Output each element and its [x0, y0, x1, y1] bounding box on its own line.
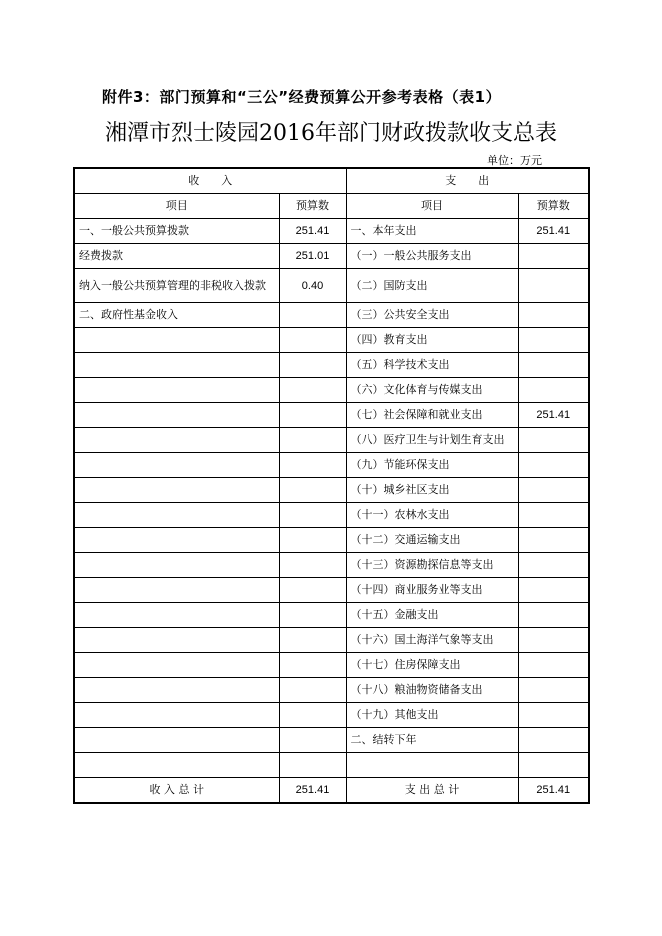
expense-item-cell: （六）文化体育与传媒支出 — [346, 378, 518, 403]
expense-item-cell: （十六）国土海洋气象等支出 — [346, 628, 518, 653]
income-item-cell — [74, 403, 279, 428]
expense-budget-cell — [518, 303, 589, 328]
expense-item-cell: （十一）农林水支出 — [346, 503, 518, 528]
expense-budget-cell — [518, 628, 589, 653]
expense-item-cell: （十三）资源勘探信息等支出 — [346, 553, 518, 578]
expense-item-cell: （十四）商业服务业等支出 — [346, 578, 518, 603]
income-budget-cell — [279, 428, 346, 453]
expense-budget-header: 预算数 — [518, 194, 589, 219]
expense-item-cell: （十）城乡社区支出 — [346, 478, 518, 503]
expense-budget-cell — [518, 503, 589, 528]
income-budget-cell: 0.40 — [279, 269, 346, 303]
table-row — [74, 353, 589, 378]
income-budget-cell — [279, 628, 346, 653]
income-item-cell — [74, 553, 279, 578]
expense-budget-cell — [518, 753, 589, 778]
expense-total-value: 251.41 — [518, 778, 589, 804]
expense-item-cell: （十八）粮油物资储备支出 — [346, 678, 518, 703]
expense-item-cell: （十九）其他支出 — [346, 703, 518, 728]
income-item-header: 项目 — [74, 194, 279, 219]
expense-budget-cell — [518, 728, 589, 753]
expense-budget-cell: 251.41 — [518, 403, 589, 428]
expense-budget-cell — [518, 453, 589, 478]
expense-item-cell: （十五）金融支出 — [346, 603, 518, 628]
income-budget-cell — [279, 453, 346, 478]
income-item-cell — [74, 703, 279, 728]
table-row — [74, 753, 589, 778]
table-row — [74, 653, 589, 678]
income-total-value: 251.41 — [279, 778, 346, 804]
table-row — [74, 303, 589, 328]
income-item-cell — [74, 353, 279, 378]
income-section-header: 收 入 — [74, 168, 346, 194]
table-row — [74, 219, 589, 244]
table-row — [74, 553, 589, 578]
expense-item-cell: （四）教育支出 — [346, 328, 518, 353]
income-item-cell: 一、一般公共预算拨款 — [74, 219, 279, 244]
table-row — [74, 503, 589, 528]
expense-item-cell: （七）社会保障和就业支出 — [346, 403, 518, 428]
attachment-title: 附件3：部门预算和“三公”经费预算公开参考表格（表1） — [102, 88, 502, 106]
table-row — [74, 244, 589, 269]
budget-table-body — [74, 168, 589, 803]
income-budget-header: 预算数 — [279, 194, 346, 219]
table-row — [74, 603, 589, 628]
expense-total-label: 支 出 总 计 — [346, 778, 518, 804]
income-item-cell — [74, 603, 279, 628]
income-item-cell — [74, 528, 279, 553]
expense-budget-cell — [518, 428, 589, 453]
income-budget-cell — [279, 378, 346, 403]
income-item-cell: 纳入一般公共预算管理的非税收入拨款 — [74, 269, 279, 303]
income-item-cell — [74, 328, 279, 353]
income-item-cell — [74, 753, 279, 778]
income-item-cell — [74, 453, 279, 478]
expense-budget-cell — [518, 269, 589, 303]
income-budget-cell — [279, 503, 346, 528]
expense-budget-cell — [518, 578, 589, 603]
table-row — [74, 578, 589, 603]
table-row — [74, 478, 589, 503]
income-budget-cell — [279, 678, 346, 703]
income-budget-cell — [279, 728, 346, 753]
expense-budget-cell: 251.41 — [518, 219, 589, 244]
expense-budget-cell — [518, 678, 589, 703]
expense-item-cell: （五）科学技术支出 — [346, 353, 518, 378]
income-item-cell: 经费拨款 — [74, 244, 279, 269]
expense-item-cell: 二、结转下年 — [346, 728, 518, 753]
expense-item-cell: （九）节能环保支出 — [346, 453, 518, 478]
income-budget-cell — [279, 653, 346, 678]
expense-budget-cell — [518, 378, 589, 403]
income-budget-cell — [279, 528, 346, 553]
budget-table — [73, 167, 590, 804]
expense-item-cell: （十七）住房保障支出 — [346, 653, 518, 678]
expense-budget-cell — [518, 328, 589, 353]
expense-item-header: 项目 — [346, 194, 518, 219]
expense-item-cell: （十二）交通运输支出 — [346, 528, 518, 553]
expense-budget-cell — [518, 353, 589, 378]
income-item-cell: 二、政府性基金收入 — [74, 303, 279, 328]
income-item-cell — [74, 428, 279, 453]
table-row — [74, 403, 589, 428]
table-row — [74, 678, 589, 703]
unit-label: 单位：万元 — [487, 154, 542, 167]
table-row — [74, 428, 589, 453]
expense-item-cell: （八）医疗卫生与计划生育支出 — [346, 428, 518, 453]
expense-item-cell: （二）国防支出 — [346, 269, 518, 303]
expense-budget-cell — [518, 478, 589, 503]
income-item-cell — [74, 578, 279, 603]
income-budget-cell — [279, 403, 346, 428]
income-budget-cell — [279, 703, 346, 728]
expense-budget-cell — [518, 244, 589, 269]
table-row — [74, 703, 589, 728]
expense-item-cell: （三）公共安全支出 — [346, 303, 518, 328]
expense-budget-cell — [518, 603, 589, 628]
page-title: 湘潭市烈士陵园2016年部门财政拨款收支总表 — [105, 121, 557, 146]
income-budget-cell — [279, 553, 346, 578]
income-item-cell — [74, 503, 279, 528]
income-budget-cell — [279, 578, 346, 603]
income-item-cell — [74, 653, 279, 678]
expense-item-cell — [346, 753, 518, 778]
income-budget-cell: 251.01 — [279, 244, 346, 269]
income-item-cell — [74, 728, 279, 753]
income-item-cell — [74, 378, 279, 403]
section-header-row — [74, 168, 589, 194]
income-budget-cell — [279, 753, 346, 778]
income-total-label: 收 入 总 计 — [74, 778, 279, 804]
income-item-cell — [74, 478, 279, 503]
table-row — [74, 453, 589, 478]
table-row — [74, 628, 589, 653]
expense-budget-cell — [518, 653, 589, 678]
income-budget-cell — [279, 353, 346, 378]
table-row — [74, 378, 589, 403]
income-budget-cell — [279, 603, 346, 628]
table-row — [74, 269, 589, 303]
income-budget-cell — [279, 478, 346, 503]
expense-budget-cell — [518, 553, 589, 578]
expense-item-cell: （一）一般公共服务支出 — [346, 244, 518, 269]
totals-row — [74, 778, 589, 804]
expense-section-header: 支 出 — [346, 168, 589, 194]
income-budget-cell — [279, 303, 346, 328]
income-budget-cell — [279, 328, 346, 353]
income-item-cell — [74, 678, 279, 703]
table-row — [74, 728, 589, 753]
expense-item-cell: 一、本年支出 — [346, 219, 518, 244]
income-budget-cell: 251.41 — [279, 219, 346, 244]
expense-budget-cell — [518, 703, 589, 728]
table-row — [74, 528, 589, 553]
table-row — [74, 328, 589, 353]
column-header-row — [74, 194, 589, 219]
income-item-cell — [74, 628, 279, 653]
expense-budget-cell — [518, 528, 589, 553]
